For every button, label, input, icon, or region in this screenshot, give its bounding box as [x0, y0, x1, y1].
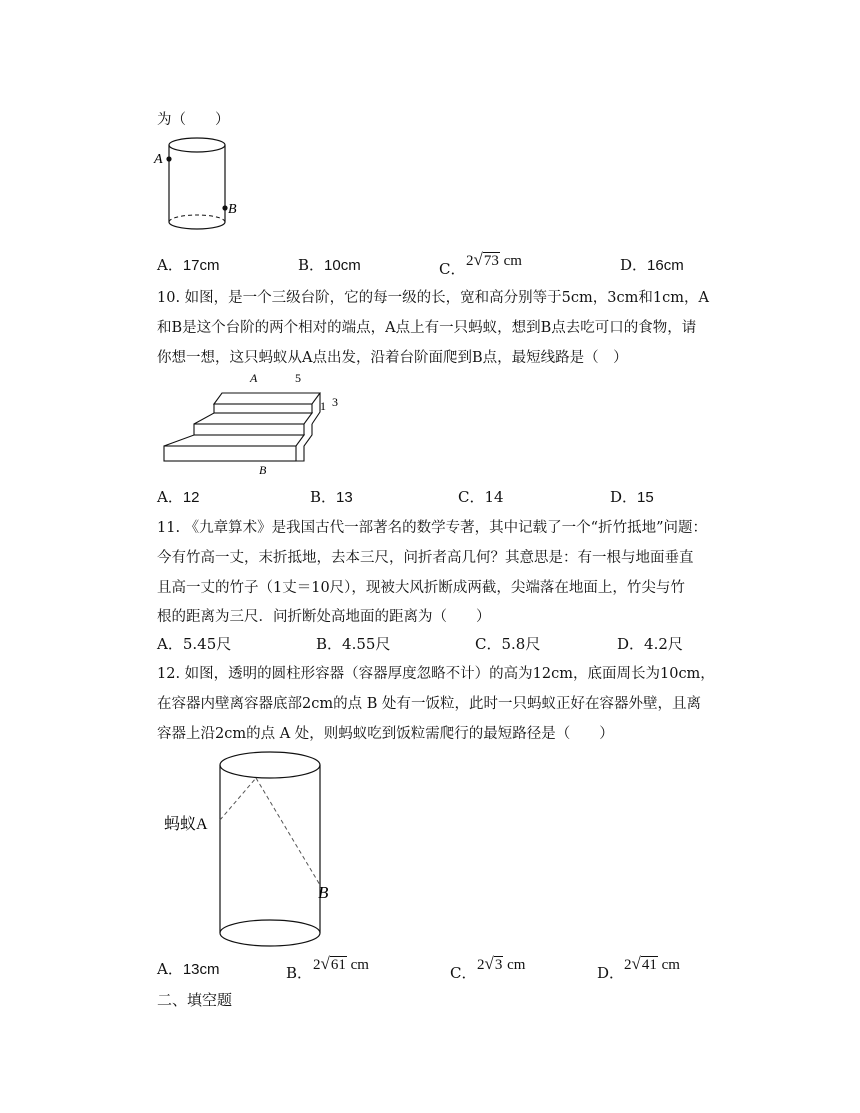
- q12-line-3: 容器上沿2cm的点 A 处，则蚂蚁吃到饭粒需爬行的最短路径是（ ）: [157, 726, 614, 742]
- sqrt-icon: √: [484, 954, 494, 973]
- option-letter: B．: [286, 964, 313, 982]
- unit: cm: [350, 957, 369, 973]
- q10-option-c[interactable]: [458, 486, 504, 507]
- option-letter: A．: [157, 488, 183, 506]
- q10-label-a: A: [250, 371, 258, 385]
- q12-cylinder-figure: [160, 748, 360, 963]
- radicand: 73: [483, 253, 499, 269]
- option-value: 4.55尺: [342, 635, 391, 653]
- option-value: 4.2尺: [644, 635, 683, 653]
- q11-line-4: 根的距离为三尺．问折断处高地面的距离为（ ）: [157, 609, 491, 625]
- q12-option-b[interactable]: [286, 962, 312, 983]
- q12-line-2: 在容器内壁离容器底部2cm的点 B 处有一饭粒，此时一只蚂蚁正好在容器外壁，且离: [157, 696, 701, 712]
- q12-option-b-radical: [313, 954, 369, 974]
- sqrt-icon: √: [473, 250, 483, 269]
- q12-label-b: B: [318, 883, 329, 902]
- option-letter: A．: [157, 635, 183, 653]
- sqrt-icon: √: [631, 954, 641, 973]
- option-letter: C．: [450, 964, 477, 982]
- option-letter: D．: [597, 964, 625, 982]
- option-value: 17cm: [182, 257, 220, 274]
- section-title: 二、填空题: [157, 991, 233, 1009]
- option-letter: B．: [310, 488, 337, 506]
- q10-line-2: 和B是这个台阶的两个相对的端点，A点上有一只蚂蚁，想到B点去吃可口的食物，请: [157, 320, 697, 336]
- q11-option-d[interactable]: [617, 633, 683, 654]
- q11-option-c[interactable]: [475, 633, 540, 654]
- q9-label-b: B: [228, 202, 237, 217]
- unit: cm: [503, 253, 522, 269]
- option-letter: C．: [458, 488, 485, 506]
- q11-option-a[interactable]: [157, 633, 231, 654]
- q11-line-3: 且高一丈的竹子（1丈＝10尺），现被大风折断成两截，尖端落在地面上，竹尖与竹: [157, 580, 685, 596]
- q12-option-a[interactable]: [157, 958, 220, 979]
- radicand: 41: [641, 957, 657, 973]
- option-value: 12: [182, 489, 200, 506]
- q9-stem-tail: 为（ ）: [157, 112, 230, 128]
- q10-line-3: 你想一想，这只蚂蚁从A点出发，沿着台阶面爬到B点，最短线路是（ ）: [157, 350, 628, 366]
- option-letter: A．: [157, 960, 183, 978]
- q12-label-ant-a: 蚂蚁A: [164, 816, 208, 833]
- q12-line-1: 12. 如图，透明的圆柱形容器（容器厚度忽略不计）的高为12cm，底面周长为10cm，: [157, 666, 715, 682]
- option-letter: D．: [617, 635, 645, 653]
- q10-label-b: B: [259, 463, 267, 477]
- q9-label-a: A: [154, 152, 163, 167]
- radicand: 3: [494, 957, 503, 973]
- option-value: 10cm: [324, 257, 361, 274]
- q9-cylinder-figure: [150, 132, 250, 242]
- q10-label-length: 5: [295, 371, 301, 385]
- option-value: 13: [336, 489, 353, 506]
- option-letter: D．: [620, 256, 648, 274]
- q9-option-c[interactable]: [439, 258, 465, 279]
- q9-option-a[interactable]: [157, 254, 220, 275]
- q10-option-b[interactable]: [310, 486, 353, 507]
- option-value: 15: [637, 489, 654, 506]
- q12-option-c-radical: [477, 954, 525, 974]
- unit: cm: [661, 957, 680, 973]
- sqrt-icon: √: [320, 954, 330, 973]
- radical-coefficient: 2: [466, 253, 474, 269]
- unit: cm: [507, 957, 526, 973]
- q12-option-d[interactable]: [597, 962, 624, 983]
- q9-option-d[interactable]: [620, 254, 684, 275]
- option-letter: D．: [610, 488, 638, 506]
- q10-option-d[interactable]: [610, 486, 654, 507]
- option-letter: B．: [316, 635, 343, 653]
- radicand: 61: [330, 957, 346, 973]
- option-letter: B．: [298, 256, 325, 274]
- q9-option-c-radical: [466, 250, 522, 270]
- q12-option-c[interactable]: [450, 962, 476, 983]
- option-value: 14: [484, 488, 504, 506]
- option-letter: C．: [439, 260, 466, 278]
- q11-line-1: 11. 《九章算术》是我国古代一部著名的数学专著，其中记载了一个“折竹抵地”问题：: [157, 520, 707, 536]
- q10-label-width: 1: [320, 399, 326, 413]
- option-value: 5.8尺: [501, 635, 541, 653]
- q11-line-2: 今有竹高一丈，末折抵地，去本三尺，问折者高几何？其意思是：有一根与地面垂直: [157, 550, 694, 566]
- q9-option-b[interactable]: [298, 254, 361, 275]
- radical-coefficient: 2: [313, 957, 321, 973]
- q10-label-height: 3: [332, 395, 338, 409]
- q11-option-b[interactable]: [316, 633, 390, 654]
- option-value: 5.45尺: [182, 635, 232, 653]
- option-letter: A．: [157, 256, 183, 274]
- q10-option-a[interactable]: [157, 486, 200, 507]
- option-value: 13cm: [182, 961, 220, 978]
- radical-coefficient: 2: [477, 957, 485, 973]
- q12-option-d-radical: [624, 954, 680, 974]
- q10-line-1: 10. 如图，是一个三级台阶，它的每一级的长，宽和高分别等于5cm，3cm和1cm，A: [157, 290, 709, 306]
- option-letter: C．: [475, 635, 502, 653]
- option-value: 16cm: [647, 257, 684, 274]
- q10-staircase-figure: [160, 368, 360, 478]
- radical-coefficient: 2: [624, 957, 632, 973]
